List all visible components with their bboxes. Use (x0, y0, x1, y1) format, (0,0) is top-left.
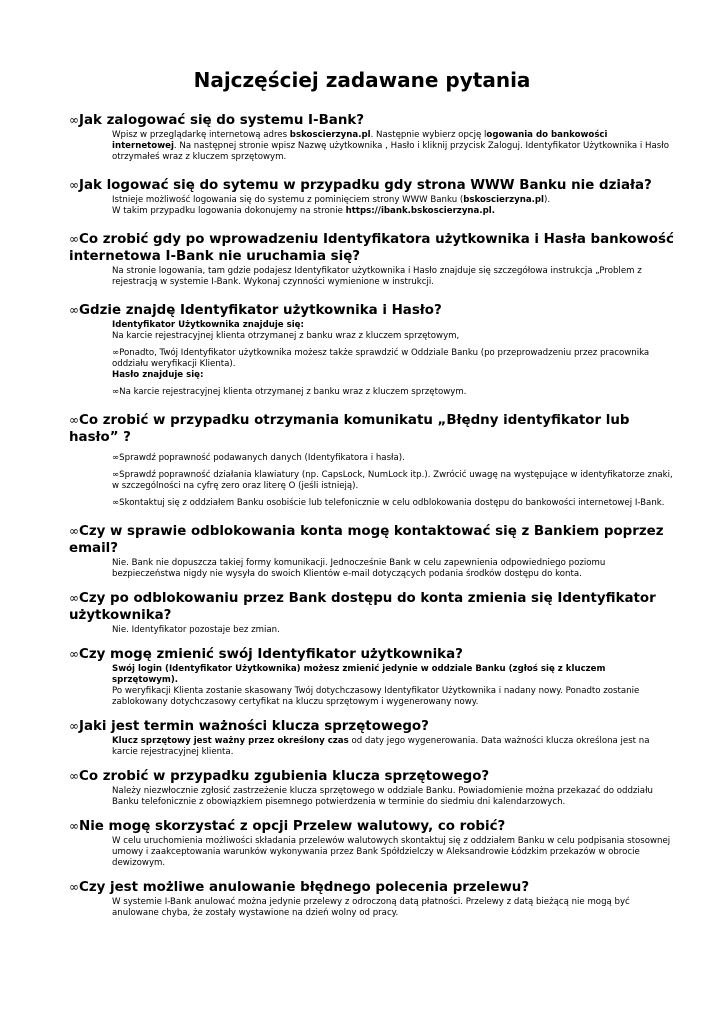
faq-question-text: Jak zalogować się do systemu I-Bank? (79, 113, 365, 128)
faq-answer (112, 836, 674, 869)
faq-item (69, 112, 674, 163)
faq-item (69, 412, 674, 509)
faq-answer-line (112, 625, 674, 636)
answer-text: Istnieje możliwość logowania się do systemu z pominięciem strony WWW Banku ( (112, 195, 464, 205)
answer-text: W takim przypadku logowania dokonujemy na stronie (112, 206, 346, 216)
faq-item (69, 231, 674, 288)
infinity-bullet-icon: ∞ (69, 303, 79, 317)
infinity-bullet-icon: ∞ (69, 178, 79, 192)
answer-bold-text: Identyfikator Użytkownika znajduje się: (112, 320, 304, 330)
faq-question-text: Czy w sprawie odblokowania konta mogę kontaktować się z Bankiem poprzez email? (69, 524, 664, 556)
faq-item (69, 818, 674, 869)
infinity-bullet-icon: ∞ (69, 719, 79, 733)
answer-text: Nie. Identyfikator pozostaje bez zmian. (112, 625, 280, 635)
answer-text: Należy niezwłocznie zgłosić zastrzeżenie klucza sprzętowego w oddziale Banku. Powiadomienie można przekazać do oddziału Banku telefonicznie z obowiązkiem pisemnego potwierdzenia w terminie do siedmiu dni kalendarzowych. (112, 786, 653, 807)
faq-answer (112, 130, 674, 163)
faq-question-text: Co zrobić w przypadku otrzymania komunikatu „Błędny identyfikator lub hasło” ? (69, 413, 630, 445)
infinity-bullet-icon: ∞ (69, 880, 79, 894)
infinity-bullet-icon: ∞ (69, 647, 79, 661)
answer-text: . Następnie wybierz opcję l (370, 130, 487, 140)
faq-item (69, 768, 674, 808)
faq-question (69, 412, 674, 446)
faq-answer (112, 786, 674, 808)
faq-answer (112, 195, 674, 217)
faq-question (69, 818, 674, 835)
answer-text: ∞Sprawdź poprawność działania klawiatury (np. CapsLock, NumLock itp.). Zwrócić uwagę na występujące w identyfikatorze znaki, w szczególności na cyfrę zero oraz literę O (jeśli istnieją). (112, 470, 673, 491)
faq-answer (112, 664, 674, 708)
faq-answer-line (112, 387, 674, 398)
answer-text: Na stronie logowania, tam gdzie podajesz Identyfikator użytkownika i Hasło znajduje się szczegółowa instrukcja (112, 266, 596, 276)
answer-text: od daty jego wygenerowania. Data ważności klucza określona jest na karcie rejestracyjnej klienta. (112, 736, 650, 757)
faq-answer-line (112, 195, 674, 206)
faq-list (0, 112, 724, 919)
answer-text: W systemie I-Bank anulować można jedynie przelewy z odroczoną datą płatności. Przelewy z datą bieżącą nie mogą być anulowane chyba, że zostały wystawione na dzień wolny od pracy. (112, 897, 630, 918)
faq-answer-line (112, 331, 674, 342)
faq-answer-line (112, 836, 674, 869)
faq-question-text: Nie mogę skorzystać z opcji Przelew walutowy, co robić? (79, 819, 506, 834)
answer-bold-text: bskoscierzyna.pl (289, 130, 371, 140)
faq-item (69, 302, 674, 398)
answer-text: „Problem z rejestracją w systemie I-Bank. Wykonaj czynności wymienione w instrukcji. (112, 266, 642, 287)
answer-bold-text: https://ibank.bskoscierzyna.pl. (345, 206, 495, 216)
faq-question (69, 590, 674, 624)
faq-answer (112, 736, 674, 758)
faq-item (69, 523, 674, 580)
faq-answer-line (112, 664, 674, 686)
faq-answer-line (112, 686, 674, 708)
faq-answer-line (112, 470, 674, 492)
answer-text: Na karcie rejestracyjnej klienta otrzymanej z banku wraz z kluczem sprzętowym, (112, 331, 460, 341)
answer-bold-text: bskoscierzyna.pl (463, 195, 544, 205)
answer-text: ∞Ponadto, Twój Identyfikator użytkownika możesz także sprawdzić w Oddziale Banku (po przeprowadzeniu przez pracownika oddziału weryfikacji Klienta). (112, 348, 650, 369)
infinity-bullet-icon: ∞ (69, 591, 79, 605)
faq-answer (112, 447, 674, 509)
faq-question (69, 646, 674, 663)
faq-question (69, 302, 674, 319)
answer-bold-text: Swój login (Identyfikator Użytkownika) możesz zmienić jedynie w oddziale Banku (zgłoś się z kluczem sprzętowym). (112, 664, 606, 685)
faq-question-text: Co zrobić gdy po wprowadzeniu Identyfikatora użytkownika i Hasła bankowość internetowa I-Bank nie uruchamia się? (69, 232, 674, 264)
page-title: Najczęściej zadawane pytania (193, 68, 531, 92)
answer-text: ∞Sprawdź poprawność podawanych danych (Identyfikatora i hasła). (112, 453, 405, 463)
faq-answer (112, 625, 674, 636)
faq-question (69, 718, 674, 735)
faq-question (69, 879, 674, 896)
faq-question-text: Czy jest możliwe anulowanie błędnego polecenia przelewu? (79, 880, 530, 895)
answer-text: ∞Skontaktuj się z oddziałem Banku osobiście lub telefonicznie w celu odblokowania dostępu do bankowości internetowej I-Bank. (112, 498, 665, 508)
answer-bold-text: Klucz sprzętowy jest ważny przez określony czas (112, 736, 349, 746)
faq-answer-line (112, 897, 674, 919)
faq-answer (112, 558, 674, 580)
faq-answer-line (112, 348, 674, 370)
faq-answer-line (112, 736, 674, 758)
infinity-bullet-icon: ∞ (69, 113, 79, 127)
faq-answer-line (112, 320, 674, 331)
faq-answer-line (112, 266, 674, 288)
faq-item (69, 718, 674, 758)
answer-text: ). (544, 195, 551, 205)
answer-text: Nie. Bank nie dopuszcza takiej formy komunikacji. Jednocześnie Bank w celu zapewnienia odpowiedniego poziomu bezpieczeństwa nigdy nie wysyła do swoich Klientów e-mail dotyczących podania środków dostępu do konta. (112, 558, 606, 579)
infinity-bullet-icon: ∞ (69, 413, 79, 427)
faq-question (69, 112, 674, 129)
faq-question (69, 177, 674, 194)
faq-question-text: Gdzie znajdę Identyfikator użytkownika i Hasło? (79, 303, 442, 318)
faq-answer-line (112, 130, 674, 163)
faq-question-text: Jak logować się do sytemu w przypadku gdy strona WWW Banku nie działa? (79, 178, 652, 193)
faq-item (69, 879, 674, 919)
faq-item (69, 646, 674, 708)
faq-answer-line (112, 498, 674, 509)
faq-question-text: Czy mogę zmienić swój Identyfikator użytkownika? (79, 647, 463, 662)
faq-question-text: Jaki jest termin ważności klucza sprzętowego? (79, 719, 429, 734)
faq-question (69, 231, 674, 265)
infinity-bullet-icon: ∞ (69, 769, 79, 783)
answer-text: . Na następnej stronie wpisz Nazwę użytkownika , Hasło i kliknij przycisk Zaloguj. Identyfikator Użytkownika i Hasło otrzymałeś wraz z kluczem sprzętowym. (112, 141, 669, 162)
faq-question-text: Czy po odblokowaniu przez Bank dostępu do konta zmienia się Identyfikator użytkownika? (69, 591, 656, 623)
faq-answer-line (112, 453, 674, 464)
infinity-bullet-icon: ∞ (69, 819, 79, 833)
answer-text: ∞Na karcie rejestracyjnej klienta otrzymanej z banku wraz z kluczem sprzętowym. (112, 387, 467, 397)
faq-answer (112, 897, 674, 919)
faq-item (69, 177, 674, 217)
infinity-bullet-icon: ∞ (69, 524, 79, 538)
faq-question (69, 523, 674, 557)
faq-answer-line (112, 786, 674, 808)
answer-text: Wpisz w przeglądarkę internetową adres (112, 130, 290, 140)
faq-answer-line (112, 558, 674, 580)
answer-bold-text: ogowania do bankowości internetowej (112, 130, 608, 151)
faq-item (69, 590, 674, 636)
faq-answer (112, 266, 674, 288)
answer-text: Po weryfikacji Klienta zostanie skasowany Twój dotychczasowy Identyfikator Użytkownika i nadany nowy. Ponadto zostanie zablokowany dotychczasowy certyfikat na kluczu sprzętowym i wygenerowany nowy. (112, 686, 640, 707)
faq-answer-line (112, 206, 674, 217)
faq-question (69, 768, 674, 785)
infinity-bullet-icon: ∞ (69, 232, 79, 246)
faq-answer (112, 320, 674, 398)
answer-text: W celu uruchomienia możliwości składania przelewów walutowych skontaktuj się z oddziałem Banku w celu podpisania stosownej umowy i zaakceptowania warunków wykonywania przez Bank Spółdzielczy w Aleksandrowie Łódzkim przekazów w obrocie dewizowym. (112, 836, 671, 868)
faq-answer-line (112, 370, 674, 381)
faq-question-text: Co zrobić w przypadku zgubienia klucza sprzętowego? (79, 769, 490, 784)
answer-bold-text: Hasło znajduje się: (112, 370, 204, 380)
